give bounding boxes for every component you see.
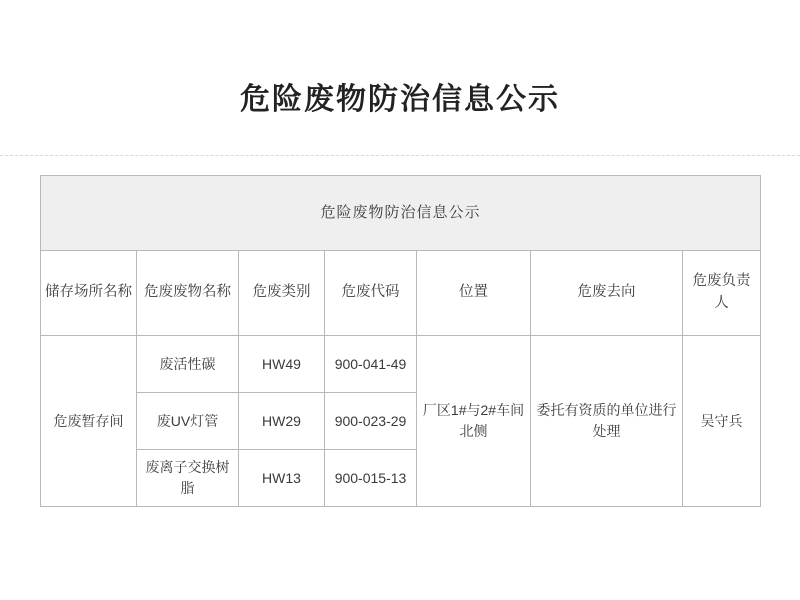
column-header-destination: 危废去向 (531, 251, 683, 336)
cell-position: 厂区1#与2#车间北侧 (417, 336, 531, 507)
cell-waste-name: 废UV灯管 (137, 393, 239, 450)
hazardous-waste-table (40, 175, 761, 507)
cell-storage-location: 危废暂存间 (41, 336, 137, 507)
column-header-position: 位置 (417, 251, 531, 336)
table-header-row (41, 251, 761, 336)
column-header-waste-name: 危废废物名称 (137, 251, 239, 336)
table-caption-row (41, 176, 761, 251)
header-divider (0, 155, 800, 156)
page-title: 危险废物防治信息公示 (240, 83, 560, 116)
cell-category: HW49 (239, 336, 325, 393)
cell-category: HW13 (239, 450, 325, 507)
column-header-category: 危废类别 (239, 251, 325, 336)
cell-waste-name: 废活性碳 (137, 336, 239, 393)
cell-manager: 吴守兵 (683, 336, 761, 507)
cell-code: 900-041-49 (325, 336, 417, 393)
column-header-storage-location: 储存场所名称 (41, 251, 137, 336)
cell-waste-name: 废离子交换树脂 (137, 450, 239, 507)
column-header-manager: 危废负责人 (683, 251, 761, 336)
table-caption: 危险废物防治信息公示 (41, 176, 761, 251)
cell-code: 900-023-29 (325, 393, 417, 450)
cell-destination: 委托有资质的单位进行处理 (531, 336, 683, 507)
table-row (41, 336, 761, 393)
column-header-code: 危废代码 (325, 251, 417, 336)
cell-category: HW29 (239, 393, 325, 450)
cell-code: 900-015-13 (325, 450, 417, 507)
hazardous-waste-table-wrapper (40, 175, 760, 507)
